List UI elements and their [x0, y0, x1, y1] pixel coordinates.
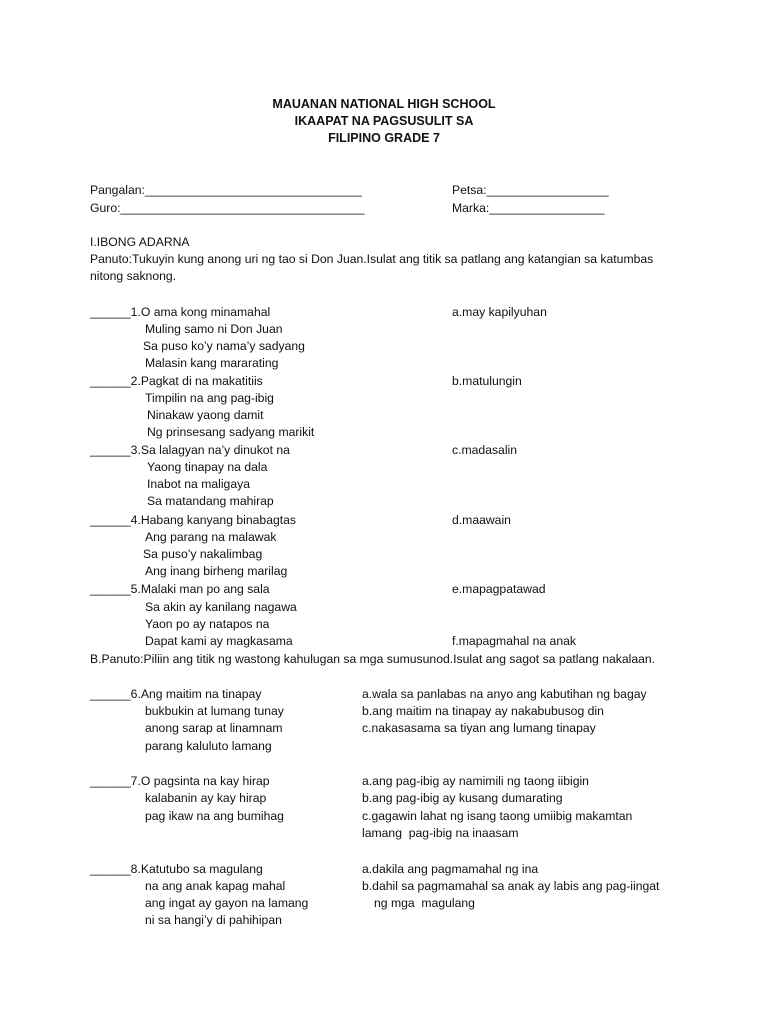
date-field: Petsa:__________________ — [452, 183, 609, 197]
choice-c: c.madasalin — [452, 443, 518, 457]
verse-line: pag ikaw na ang bumihag — [145, 809, 284, 823]
verse-line: Ang parang na malawak — [145, 530, 277, 544]
question-1: ______1.O ama kong minamahal — [90, 305, 271, 319]
verse-line: Muling samo ni Don Juan — [145, 322, 283, 336]
verse-line: Sa puso ko’y nama’y sadyang — [143, 339, 305, 353]
choice-6c: c.nakasasama sa tiyan ang lumang tinapay — [362, 721, 596, 735]
question-4: ______4.Habang kanyang binabagtas — [90, 513, 297, 527]
question-3: ______3.Sa lalagyan na’y dinukot na — [90, 443, 290, 457]
question-7: ______7.O pagsinta na kay hirap — [90, 774, 270, 788]
verse-line: kalabanin ay kay hirap — [145, 791, 267, 805]
verse-line: bukbukin at lumang tunay — [145, 704, 284, 718]
choice-a: a.may kapilyuhan — [452, 305, 547, 319]
choice-b: b.matulungin — [452, 374, 522, 388]
verse-line: parang kaluluto lamang — [145, 739, 272, 753]
verse-line: Timpilin na ang pag-ibig — [145, 391, 274, 405]
verse-line: Malasin kang mararating — [145, 356, 279, 370]
verse-line: Ninakaw yaong damit — [147, 408, 264, 422]
section1-instruction: Panuto:Tukuyin kung anong uri ng tao si Don Juan.Isulat ang titik sa patlang ang katangian sa katumbas — [90, 252, 654, 266]
section1-title: I.IBONG ADARNA — [90, 235, 190, 249]
section2-instruction: B.Panuto:Piliin ang titik ng wastong kahulugan sa mga sumusunod.Isulat ang sagot sa patlang nakalaan. — [90, 652, 656, 666]
verse-line: anong sarap at linamnam — [145, 721, 283, 735]
choice-6b: b.ang maitim na tinapay ay nakabubusog din — [362, 704, 604, 718]
verse-line: Ng prinsesang sadyang marikit — [147, 425, 315, 439]
score-field: Marka:_________________ — [452, 201, 605, 215]
verse-line: ang ingat ay gayon na lamang — [145, 896, 309, 910]
verse-line: ni sa hangi’y di pahihipan — [145, 913, 282, 927]
choice-7c-cont: lamang pag-ibig na inaasam — [362, 826, 519, 840]
choice-e: e.mapagpatawad — [452, 582, 546, 596]
question-8: ______8.Katutubo sa magulang — [90, 862, 263, 876]
choice-8b: b.dahil sa pagmamahal sa anak ay labis ang pag-iingat — [362, 879, 660, 893]
section1-instruction-cont: nitong saknong. — [90, 269, 177, 283]
verse-line: Sa puso’y nakalimbag — [143, 547, 263, 561]
teacher-field: Guro:____________________________________ — [90, 201, 365, 215]
question-5: ______5.Malaki man po ang sala — [90, 582, 270, 596]
choice-6a: a.wala sa panlabas na anyo ang kabutihan ng bagay — [362, 687, 647, 701]
choice-f: f.mapagmahal na anak — [452, 634, 576, 648]
verse-line: Yaong tinapay na dala — [147, 460, 268, 474]
verse-line: Ang inang birheng marilag — [145, 564, 288, 578]
exam-title: IKAAPAT NA PAGSUSULIT SA — [294, 114, 474, 128]
name-field: Pangalan:________________________________ — [90, 183, 362, 197]
choice-7c: c.gagawin lahat ng isang taong umiibig makamtan — [362, 809, 633, 823]
question-2: ______2.Pagkat di na makatitiis — [90, 374, 263, 388]
choice-7a: a.ang pag-ibig ay namimili ng taong iibigin — [362, 774, 589, 788]
verse-line: na ang anak kapag mahal — [145, 879, 286, 893]
choice-8a: a.dakila ang pagmamahal ng ina — [362, 862, 539, 876]
choice-8b-cont: ng mga magulang — [374, 896, 475, 910]
verse-line: Inabot na maligaya — [147, 477, 250, 491]
choice-7b: b.ang pag-ibig ay kusang dumarating — [362, 791, 563, 805]
question-6: ______6.Ang maitim na tinapay — [90, 687, 262, 701]
verse-line: Sa akin ay kanilang nagawa — [145, 600, 297, 614]
verse-line: Yaon po ay natapos na — [145, 617, 270, 631]
school-name: MAUANAN NATIONAL HIGH SCHOOL — [272, 97, 496, 111]
subject-title: FILIPINO GRADE 7 — [328, 131, 440, 145]
choice-d: d.maawain — [452, 513, 511, 527]
verse-line: Sa matandang mahirap — [147, 494, 274, 508]
verse-line: Dapat kami ay magkasama — [145, 634, 293, 648]
